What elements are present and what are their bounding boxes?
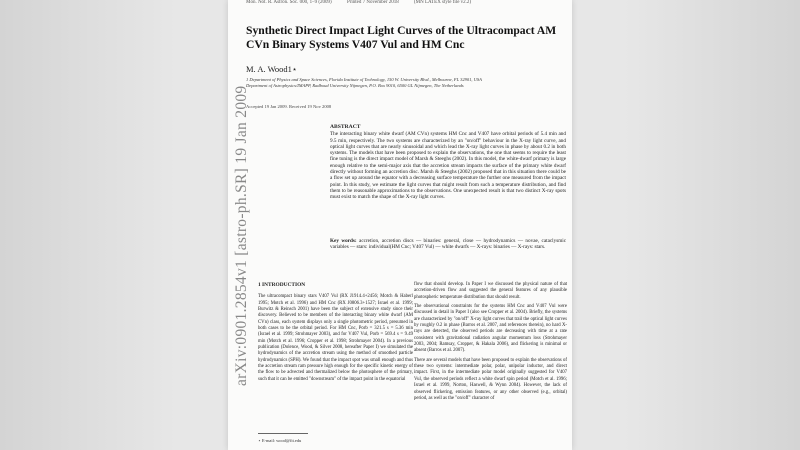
paper-title: Synthetic Direct Impact Light Curves of the Ultracompact AM CVn Binary Systems V407 Vul and HM Cnc (246, 24, 557, 51)
journal-ref: Mon. Not. R. Astron. Soc. 000, 1–9 (2009) (246, 0, 332, 5)
keywords-label: Key words: (330, 238, 357, 244)
intro-paragraph-1: The ultracompact binary stars V407 Vul (RX J1914.4+2456; Motch & Haberl 1995; Motch et al. 1996) and HM Cnc (RX J0806.3+1527; Israel et al. 1999; Burwitz & Reinsch 2001) have been the subject of extensive study since their discovery. Believed to be members of the interacting binary white dwarf (AM CVn) class, each system displays only a single photometric period, presumed in both cases to be the orbital period. For HM Cnc, Porb = 321.5 s = 5.36 min (Israel et al. 1999; Strohmayer 2003), and for V407 Vul, Porb = 569.4 s = 9.49 min (Motch et al. 1996; Cropper et al. 1998; Strohmayer 2004). In a previous publication (Dolence, Wood, & Silver 2008, hereafter Paper I) we simulated the hydrodynamics of the accretion stream using the method of smoothed particle hydrodynamics (SPH). We found that the impact spot was small enough and thus the accretion stream ram pressure high enough for the specific kinetic energy of the flow to be advected and thermalized below the photosphere of the primary, such that it can be emitted "downstream" of the impact point in the equatorial (258, 294, 413, 382)
footnote-rule (258, 433, 308, 434)
keywords (330, 238, 566, 251)
intro-paragraph-2: flow that should develop. In Paper I we discussed the physical nature of that accretion-driven flow and suggested the general features of any plausible photospheric temperature distribution that should result. (414, 282, 567, 300)
affiliation-1: 1 Department of Physics and Space Sciences, Florida Institute of Technology, 150 W. University Blvd., Melbourne, FL 32901, USA (246, 77, 482, 82)
intro-paragraph-4: There are several models that have been proposed to explain the observations of these two systems: intermediate polar, polar, unipolar inductor, and direct impact. First, in the intermediate polar model originally suggested for V407 Vul, the observed periods reflect a white dwarf spin period (Motch et al. 1996; Israel et al. 1999, Norton, Haswell, & Wynn 2004). However, the lack of observed flickering, emission features, or any other observed (e.g., orbital) period, as well as the "on/off" character of (414, 357, 567, 401)
footnote: ⋆ E-mail: wood@fit.edu (258, 438, 302, 443)
arxiv-stamp: arXiv:0901.2854v1 [astro-ph.SR] 19 Jan 2009 (233, 85, 250, 386)
affiliations (246, 77, 568, 89)
style-note: (MN LATEX style file v2.2) (414, 0, 472, 5)
paper-page (228, 0, 572, 450)
affiliation-2: Department of Astrophysics/IMAPP, Radboud University Nijmegen, P.O. Box 9010, 6500 GL Nijmegen, The Netherlands (246, 83, 464, 88)
intro-paragraph-3: The observational constraints for the systems HM Cnc and V407 Vul were discussed in detail in Paper I (also see Cropper et al. 2004). Briefly, the systems are characterized by "on/off" X-ray light curves that trail the optical light curves by roughly 0.2 in phase (Barros et al. 2007, and references therein), no hard X-rays are detected, the observed periods are decreasing with time at a rate consistent with gravitational radiation angular momentum loss (Strohmayer 2003, 2004; Ramsay, Cropper, & Hakala 2006), and flickering is minimal or absent (Barros et al. 2007). (414, 304, 567, 354)
body-column-right (414, 282, 567, 405)
accepted-line: Accepted 19 Jan 2009. Received 19 Nov 2008 (246, 104, 332, 109)
abstract-heading: ABSTRACT (330, 124, 361, 130)
running-header (246, 0, 485, 5)
printed-date: Printed 7 November 2018 (346, 0, 399, 5)
author: M. A. Wood1⋆ (246, 64, 298, 74)
abstract (330, 124, 566, 201)
keywords-text: accretion, accretion discs — binaries: general, close — hydrodynamics — novae, cataclysmic variables — stars: individual(HM Cnc; V407 Vul) — white dwarfs — X-rays: binaries — X-rays: stars. (330, 238, 567, 251)
body-column-left (258, 282, 413, 386)
section-heading: 1 INTRODUCTION (258, 282, 306, 288)
abstract-text: The interacting binary white dwarf (AM CVn) systems HM Cnc and V407 have orbital periods of 5.4 min and 9.5 min, respectively. The two systems are characterized by an "on/off" behaviour in the X-ray light curve, and optical light curves that are nearly sinusoidal and which lead the X-ray light curves in phase by about 0.2 in both systems. The models that have been proposed to explain the observations, the one that seems to require the least fine tuning is the direct impact model of Marsh & Steeghs (2002). In this model, the white-dwarf primary is large enough relative to the semi-major axis that the accretion stream impacts the surface of the primary white dwarf directly without forming an accretion disc. Marsh & Steeghs (2002) proposed that in this situation there could be a flow set up around the equator with a decreasing surface temperature the further one measured from the impact point. In this study, we estimate the light curves that might result from such a temperature distribution, and find them to be reasonable approximations to the observations. One unexpected result is that two distinct X-ray spots must exist to match the shape of the X-ray light curves. (330, 131, 566, 201)
